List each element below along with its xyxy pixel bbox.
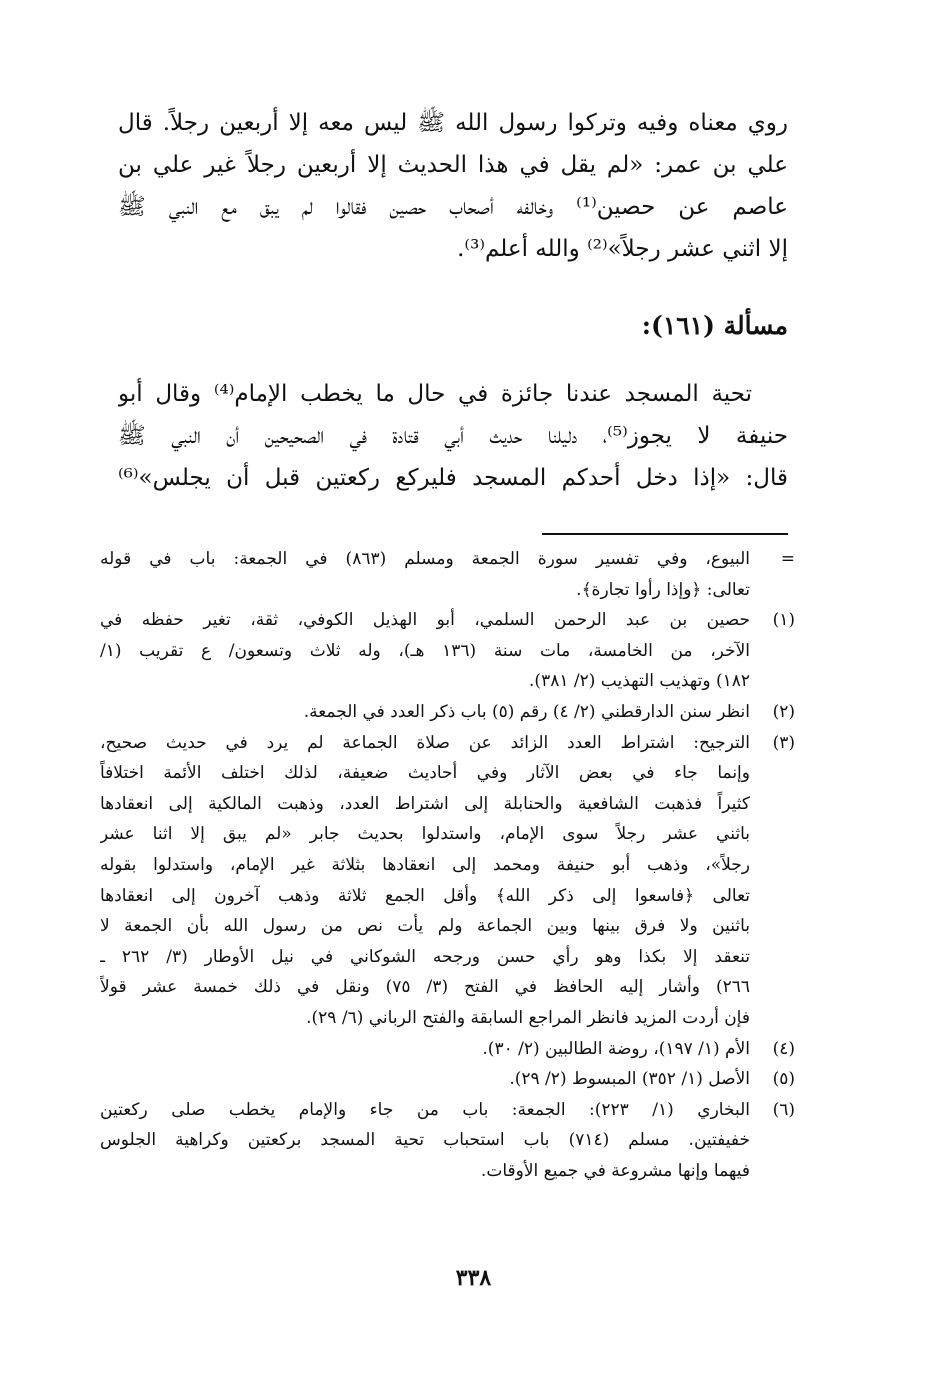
footnote-line: الترجيح: اشتراط العدد الزائد عن صلاة الجماعة لم يرد في حديث صحيح، — [100, 732, 750, 753]
footnote-line: انظر سنن الدارقطني (٢/ ٤) رقم (٥) باب ذكر العدد في الجمعة. — [303, 701, 750, 722]
footnote-line: البخاري (١/ ٢٢٣): الجمعة: باب من جاء والإمام يخطب صلى ركعتين — [100, 1099, 750, 1120]
main-line: قال: «إذا دخل أحدكم المسجد فليركع ركعتين قبل أن يجلس»⁽⁶⁾ — [118, 465, 788, 491]
footnote-marker: (٣) — [772, 732, 795, 753]
footnote-6 — [100, 1095, 795, 1187]
footnote-line: تعالى: ﴿وإذا رأوا تجارة﴾. — [576, 579, 750, 600]
footnote-3 — [100, 728, 795, 1034]
footnote-marker: (٦) — [772, 1099, 795, 1120]
main-line: إلا اثني عشر رجلاً»⁽²⁾ والله أعلم⁽³⁾. — [457, 236, 788, 262]
footnote-line: البيوع، وفي تفسير سورة الجمعة ومسلم (٨٦٣) في الجمعة: باب في قوله — [100, 549, 750, 569]
footnotes — [100, 544, 795, 1186]
footnote-separator — [542, 533, 788, 535]
footnote-line: باثني عشر رجلاً سوى الإمام، واستدلوا بحديث جابر «لم يبق إلا اثنا عشر — [100, 824, 750, 845]
footnote-line: الأم (١/ ١٩٧)، روضة الطالبين (٢/ ٣٠). — [482, 1038, 750, 1059]
footnote-line: ٢٦٦) وأشار إليه الحافظ في الفتح (٣/ ٧٥) ونقل في ذلك خمسة عشر قولاً — [100, 977, 750, 998]
footnote-line: ١٨٢) وتهذيب التهذيب (٢/ ٣٨١). — [529, 671, 750, 692]
footnote-line: تعالى ﴿فاسعوا إلى ذكر الله﴾ وأقل الجمع ثلاثة وذهب آخرون إلى انعقادها — [100, 885, 750, 906]
main-paragraph-1 — [118, 102, 788, 270]
main-line: روي معناه وفيه وتركوا رسول الله ﷺ ليس معه إلا أربعين رجلاً. قال — [118, 110, 788, 136]
footnote-marker: (٤) — [772, 1038, 795, 1059]
footnote-line: رجلاً»، وذهب أبو حنيفة ومحمد إلى انعقادها بثلاثة غير الإمام، واستدلوا بقوله — [100, 854, 750, 875]
footnote-line: فيهما وإنها مشروعة في جميع الأوقات. — [480, 1160, 750, 1181]
footnote-marker: (٢) — [772, 701, 795, 722]
footnote-line: وإنما جاء في بعض الآثار وفي أحاديث ضعيفة، لذلك اختلف الأئمة اختلافاً — [100, 763, 750, 784]
issue-heading: مسألة (١٦١): — [641, 311, 788, 340]
footnote-line: باثنين ولا فرق بينها وبين الجماعة ولم يأت نص من رسول الله بأن الجمعة لا — [100, 916, 750, 937]
footnote-marker: (٥) — [772, 1069, 795, 1090]
main-line: عاصم عن حصين⁽¹⁾ وخالفه أصحاب حصين فقالوا لم يبق مع النبي ﷺ — [118, 194, 788, 220]
footnote-marker: = — [780, 549, 795, 569]
footnote-marker: (١) — [772, 610, 795, 631]
footnote-4 — [100, 1034, 795, 1065]
footnote-line: حصين بن عبد الرحمن السلمي، أبو الهذيل الكوفي، ثقة، تغير حفظه في — [100, 610, 750, 631]
footnote-continued — [100, 544, 795, 605]
main-paragraph-2 — [118, 373, 788, 499]
footnote-line: الآخر، من الخامسة، مات سنة (١٣٦ هـ)، وله ثلاث وتسعون/ ع تقريب (١/ — [100, 640, 750, 661]
footnote-5 — [100, 1064, 795, 1095]
footnote-1 — [100, 605, 795, 697]
main-line: علي بن عمر: «لم يقل في هذا الحديث إلا أربعين رجلاً غير علي بن — [118, 152, 788, 178]
footnote-2 — [100, 697, 795, 728]
page-number: ٣٣٨ — [455, 1265, 492, 1291]
footnote-line: كثيراً فذهبت الشافعية والحنابلة إلى اشتراط العدد، وذهبت المالكية إلى انعقادها — [100, 793, 750, 814]
footnote-line: تنعقد إلا بكذا وهو رأي حسن ورجحه الشوكاني في نيل الأوطار (٣/ ٢٦٢ ـ — [100, 946, 750, 967]
main-line: تحية المسجد عندنا جائزة في حال ما يخطب الإمام⁽⁴⁾ وقال أبو — [118, 381, 752, 407]
footnote-line: خفيفتين. مسلم (٧١٤) باب استحباب تحية المسجد بركعتين وكراهية الجلوس — [100, 1130, 750, 1151]
main-line: حنيفة لا يجوز⁽⁵⁾، دليلنا حديث أبي قتادة في الصحيحين أن النبي ﷺ — [118, 423, 788, 449]
footnote-line: فإن أردت المزيد فانظر المراجع السابقة والفتح الرباني (٦/ ٢٩). — [306, 1007, 750, 1028]
footnote-line: الأصل (١/ ٣٥٢) المبسوط (٢/ ٢٩). — [509, 1069, 750, 1090]
